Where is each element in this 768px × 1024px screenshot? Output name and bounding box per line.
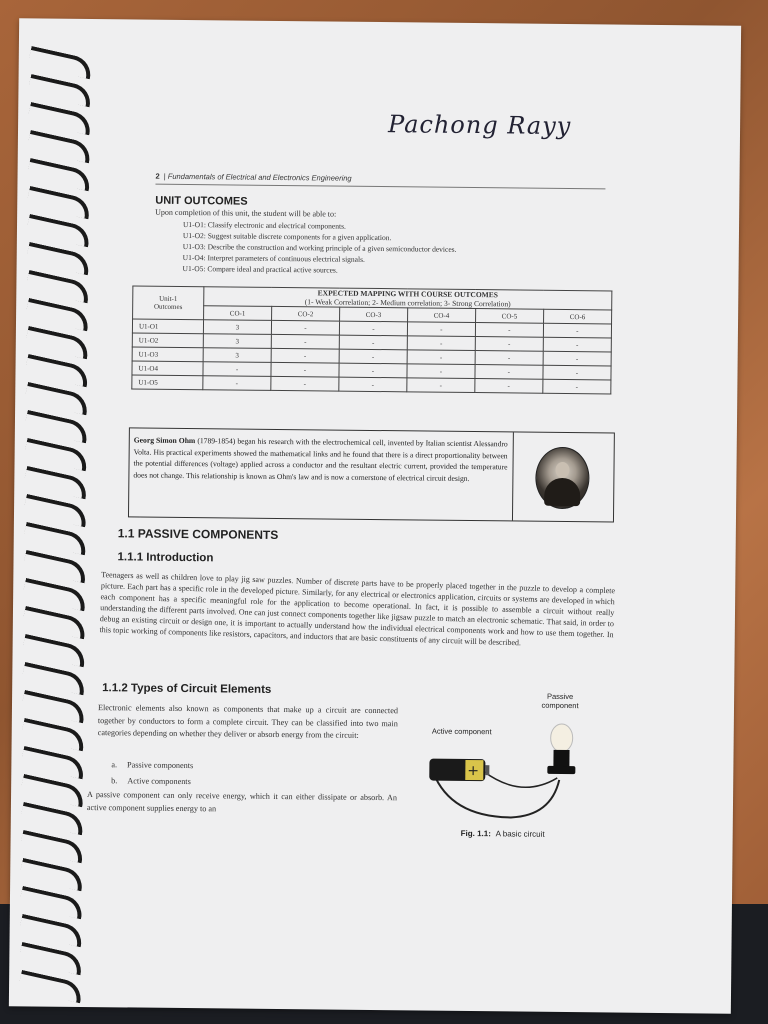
unit-outcomes-intro: Upon completion of this unit, the student will be able to:: [155, 207, 337, 219]
column-header: CO-2: [272, 306, 340, 321]
column-header: CO-3: [339, 307, 407, 322]
table-cell: -: [407, 364, 475, 379]
table-cell: -: [407, 378, 475, 393]
table-cell: 3: [203, 334, 271, 349]
caption-text: A basic circuit: [495, 829, 545, 839]
table-cell: -: [339, 335, 407, 350]
mapping-table: [131, 285, 612, 394]
light-bulb-icon: [551, 724, 573, 752]
plus-icon: +: [467, 762, 480, 780]
portrait-cell: [512, 432, 614, 521]
row-label: U1-O4: [132, 361, 203, 376]
table-cell: 3: [203, 348, 271, 363]
table-cell: -: [475, 323, 543, 338]
outcome-list: [183, 219, 457, 277]
column-header: CO-1: [204, 306, 272, 321]
column-header: CO-4: [407, 308, 475, 323]
passive-active-paragraph: A passive component can only receive energy, which it can either dissipate or absorb. An active component supplies energy to an: [86, 790, 398, 814]
list-item: [111, 757, 203, 774]
mapping-subtitle: (1- Weak Correlation; 2- Medium correlation; 3- Strong Correlation): [304, 297, 511, 309]
list-label: Active components: [127, 776, 191, 787]
passive-component-label: Passive component: [541, 691, 579, 711]
table-cell: -: [271, 362, 339, 377]
table-cell: -: [475, 379, 543, 394]
list-marker: b.: [111, 776, 118, 786]
introduction-paragraph: Teenagers as well as children love to play jig saw puzzles. Number of discrete parts have to be properly placed together in the puzzle to develop a complete picture. Each part has a specific role in the developed picture. Similarly, for any electrical or electronics application, circuits or systems are developed in which each component has a specific meaningful role for the application to become operational. In fact, it is possible to assemble a circuit without really understanding the different parts involved. One can just connect components together like jigsaw puzzle to match an electronic schematic. That said, in order to debug an existing circuit or design one, it is important to actually understand how the individual electrical components work and how to use them together. In this topic working of components like resistors, capacitors, and inductors that are basic constituents of any circuit will be described.: [99, 570, 616, 648]
row-label: U1-O1: [132, 319, 203, 334]
mapping-title: EXPECTED MAPPING WITH COURSE OUTCOMES: [317, 288, 499, 300]
table-cell: -: [271, 376, 339, 391]
table-cell: -: [407, 336, 475, 351]
spiral-coil: [18, 970, 85, 1003]
outcome-item: U1-O2: Suggest suitable discrete components for a given application.: [182, 230, 392, 243]
table-cell: -: [407, 350, 475, 365]
table-cell: -: [543, 365, 611, 380]
list-label: Passive components: [127, 760, 194, 771]
unit-outcomes-heading: UNIT OUTCOMES: [155, 194, 248, 208]
table-cell: -: [339, 363, 407, 378]
table-cell: -: [339, 377, 407, 392]
table-cell: -: [339, 349, 407, 364]
handwritten-signature: Pachong Rayy: [387, 110, 572, 141]
column-header: CO-5: [475, 309, 543, 324]
running-head: 2 | Fundamentals of Electrical and Electronics Engineering: [155, 172, 605, 190]
section-heading-types: 1.1.2 Types of Circuit Elements: [102, 682, 272, 696]
circuit-diagram: [411, 688, 612, 830]
table-cell: -: [407, 322, 475, 337]
bulb-socket: [553, 750, 569, 768]
corner-header: [133, 286, 204, 320]
page-number: 2: [155, 171, 160, 181]
table-cell: -: [339, 321, 407, 336]
caption-number: Fig. 1.1:: [460, 828, 491, 839]
spiral-binding: [19, 52, 109, 1003]
corner-header-line1: Unit-1: [159, 294, 178, 303]
list-marker: a.: [111, 760, 118, 770]
table-cell: -: [203, 362, 271, 377]
table-cell: -: [543, 323, 611, 338]
book-title: Fundamentals of Electrical and Electronics Engineering: [167, 171, 352, 183]
outcome-item: U1-O5: Compare ideal and practical active sources.: [182, 263, 338, 275]
corner-header-line2: Outcomes: [153, 302, 183, 311]
ohm-description: (1789-1854) began his research with the electrochemical cell, invented by Italian scientist Alessandro Volta. His practical experiments showed the mathematical links and he found that there is a direct proportionality between the potential differences (voltage) applied across a conductor and the resultant electric current, provided the temperature does not change. This relationship is known as Ohm's law and is now a cornerstone of electrical circuit design.: [133, 436, 508, 483]
ohm-biography-text: [133, 434, 507, 484]
section-heading-introduction: 1.1.1 Introduction: [117, 551, 214, 565]
row-label: U1-O3: [132, 347, 203, 362]
column-header: CO-6: [543, 309, 611, 324]
figure-caption: [461, 829, 545, 839]
table-cell: -: [271, 348, 339, 363]
ohm-name: Georg Simon Ohm: [133, 435, 196, 446]
category-list: [111, 757, 203, 790]
active-component-label: Active component: [431, 726, 492, 737]
basic-circuit-figure: [411, 688, 613, 850]
table-cell: -: [475, 365, 543, 380]
table-cell: 3: [203, 320, 271, 335]
table-cell: -: [271, 320, 339, 335]
table-cell: -: [543, 337, 611, 352]
table-cell: -: [271, 334, 339, 349]
row-label: U1-O5: [132, 375, 203, 390]
wire-top: [483, 771, 557, 787]
table-cell: -: [475, 351, 543, 366]
table-cell: -: [475, 337, 543, 352]
row-label: U1-O2: [132, 333, 203, 348]
outcome-item: U1-O4: Interpret parameters of continuous electrical signals.: [182, 252, 365, 264]
table-cell: -: [543, 351, 611, 366]
section-heading-passive-components: 1.1 PASSIVE COMPONENTS: [117, 526, 279, 542]
notebook-page: [9, 18, 741, 1014]
outcome-item: U1-O3: Describe the construction and working principle of a given semiconductor devices.: [182, 241, 457, 254]
table-cell: -: [203, 376, 271, 391]
ohm-biography-box: [128, 427, 615, 522]
types-paragraph: Electronic elements also known as components that make up a circuit are connected together by conductors to form a complete circuit. They can be classified into two main categories depending on whether they deliver or absorb energy from the circuit:: [97, 703, 399, 740]
ohm-portrait-image: [535, 447, 590, 510]
outcome-item: U1-O1: Classify electronic and electrical components.: [182, 219, 346, 231]
table-cell: -: [543, 379, 611, 394]
